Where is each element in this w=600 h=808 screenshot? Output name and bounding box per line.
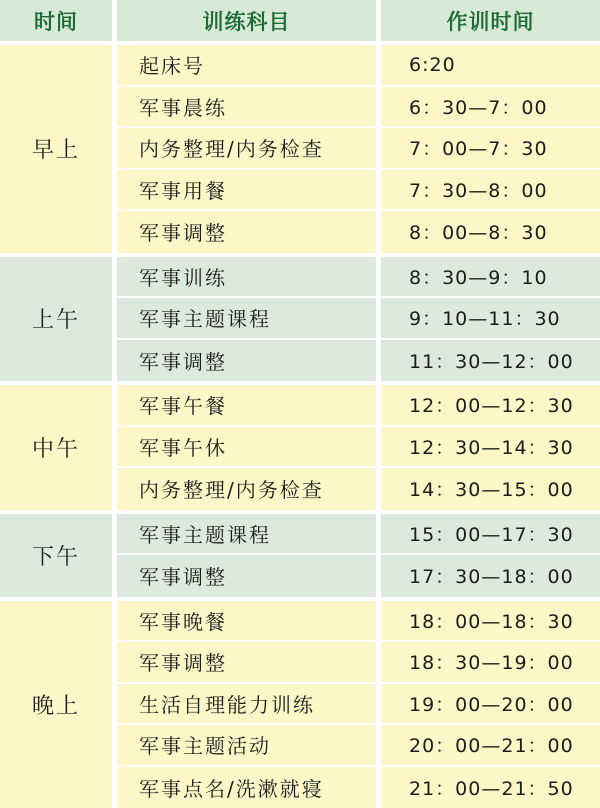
period-group <box>0 381 600 510</box>
time-cell: 15：00—17：30 <box>381 514 600 556</box>
time-cell: 8：30—9：10 <box>381 257 600 299</box>
table-body <box>0 41 600 808</box>
subject-column <box>112 257 376 382</box>
subject-cell: 军事主题课程 <box>117 514 376 556</box>
subject-cell: 军事调整 <box>117 211 376 253</box>
period-label: 早上 <box>0 45 112 253</box>
time-column <box>376 45 600 253</box>
subject-cell: 军事主题活动 <box>117 725 376 767</box>
subject-cell: 军事午餐 <box>117 385 376 427</box>
time-cell: 19：00—20：00 <box>381 684 600 726</box>
subject-cell: 军事主题课程 <box>117 298 376 340</box>
period-label: 下午 <box>0 514 112 597</box>
time-cell: 20：00—21：00 <box>381 725 600 767</box>
period-group <box>0 41 600 253</box>
subject-column <box>112 45 376 253</box>
time-column <box>376 385 600 510</box>
header-subject: 训练科目 <box>112 0 376 41</box>
subject-cell: 军事调整 <box>117 642 376 684</box>
subject-cell: 军事晚餐 <box>117 601 376 643</box>
subject-column <box>112 601 376 808</box>
subject-cell: 军事训练 <box>117 257 376 299</box>
time-cell: 8：00—8：30 <box>381 211 600 253</box>
subject-cell: 军事调整 <box>117 555 376 597</box>
time-cell: 12：30—14：30 <box>381 427 600 469</box>
subject-cell: 内务整理/内务检查 <box>117 128 376 170</box>
header-schedule: 作训时间 <box>376 0 600 41</box>
time-column <box>376 601 600 808</box>
time-cell: 11：30—12：00 <box>381 340 600 382</box>
period-group <box>0 510 600 597</box>
table-header <box>0 0 600 41</box>
period-group <box>0 597 600 808</box>
time-cell: 12：00—12：30 <box>381 385 600 427</box>
time-cell: 17：30—18：00 <box>381 555 600 597</box>
time-cell: 6：30—7：00 <box>381 87 600 129</box>
subject-column <box>112 385 376 510</box>
subject-cell: 军事调整 <box>117 340 376 382</box>
subject-cell: 军事晨练 <box>117 87 376 129</box>
time-cell: 7：00—7：30 <box>381 128 600 170</box>
subject-cell: 军事用餐 <box>117 170 376 212</box>
subject-column <box>112 514 376 597</box>
header-time: 时间 <box>0 0 112 41</box>
period-label: 中午 <box>0 385 112 510</box>
period-label: 晚上 <box>0 601 112 808</box>
subject-cell: 军事午休 <box>117 427 376 469</box>
subject-cell: 内务整理/内务检查 <box>117 468 376 510</box>
time-column <box>376 257 600 382</box>
period-label: 上午 <box>0 257 112 382</box>
period-group <box>0 253 600 382</box>
subject-cell: 军事点名/洗漱就寝 <box>117 767 376 808</box>
time-cell: 21：00—21：50 <box>381 767 600 808</box>
subject-cell: 起床号 <box>117 45 376 87</box>
time-cell: 6:20 <box>381 45 600 87</box>
time-column <box>376 514 600 597</box>
time-cell: 18：00—18：30 <box>381 601 600 643</box>
subject-cell: 生活自理能力训练 <box>117 684 376 726</box>
time-cell: 18：30—19：00 <box>381 642 600 684</box>
time-cell: 14：30—15：00 <box>381 468 600 510</box>
time-cell: 9：10—11：30 <box>381 298 600 340</box>
time-cell: 7：30—8：00 <box>381 170 600 212</box>
